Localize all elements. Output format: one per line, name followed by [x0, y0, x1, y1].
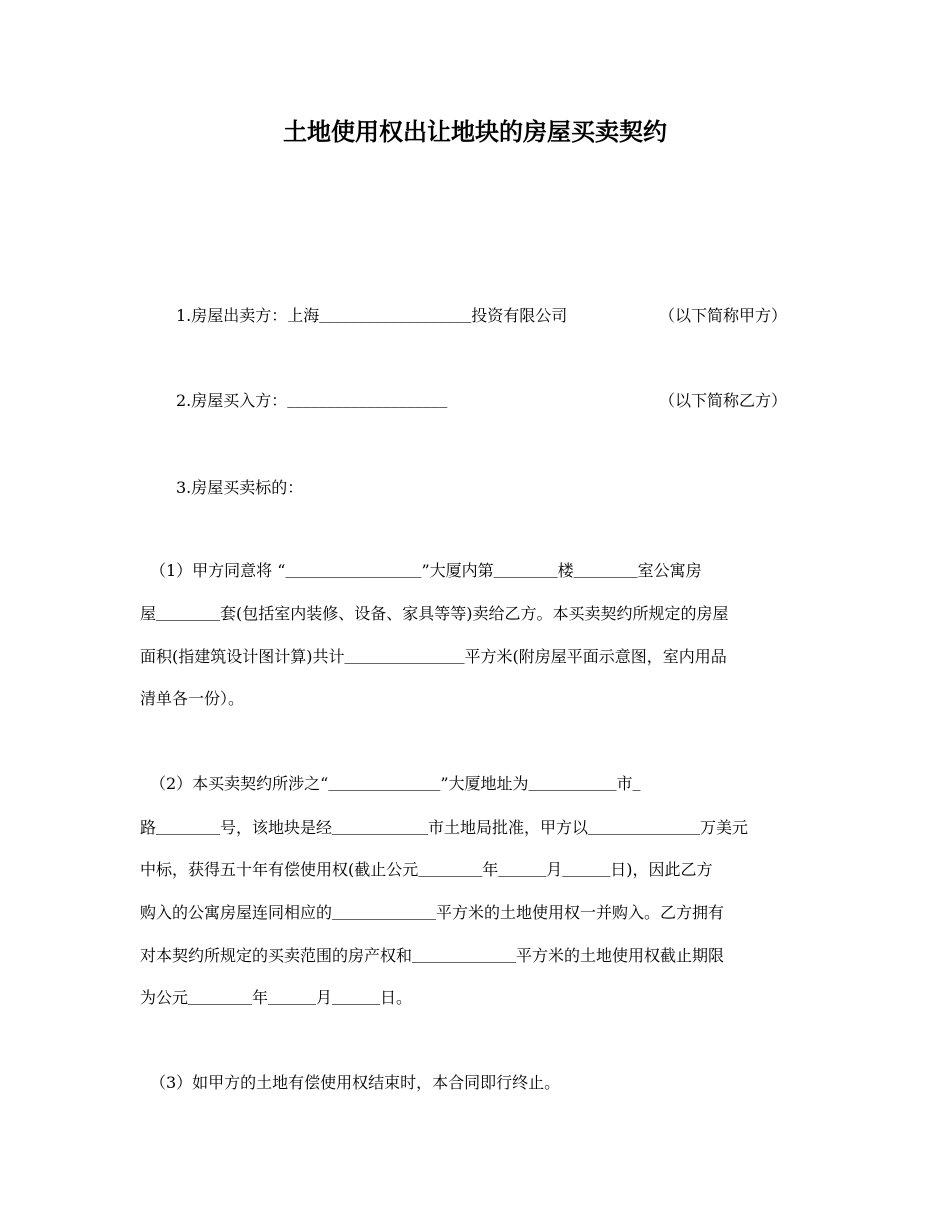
fill-in-blank: ______ [562, 865, 611, 880]
clause-2-line: 中标，获得五十年有偿使用权(截止公元________年______月______日)，因此乙方 [140, 860, 713, 880]
clause-1-line: 清单各一份）。 [140, 689, 245, 708]
document-title: 土地使用权出让地块的房屋买卖契约 [283, 118, 667, 146]
fill-in-blank: _________________ [285, 566, 422, 581]
clause-2-line: 购入的公寓房屋连同相应的_____________平方米的土地使用权一并购入。乙方拥有 [140, 903, 725, 923]
fill-in-blank: ___________ [528, 779, 617, 794]
buyer-line: 2.房屋买入方：____________________ [176, 391, 448, 411]
fill-in-blank: ______________ [328, 779, 441, 794]
fill-in-blank: ________ [418, 865, 483, 880]
fill-in-blank: ______________ [588, 823, 701, 838]
seller-line: 1.房屋出卖方：上海___________________投资有限公司 [176, 306, 568, 326]
clause-1-line: 屋________套(包括室内装修、设备、家具等等)卖给乙方。本买卖契约所规定的房屋 [140, 604, 729, 624]
fill-in-blank: ________ [156, 823, 221, 838]
fill-in-blank: _____________ [412, 951, 516, 966]
fill-in-blank: ________ [573, 566, 638, 581]
fill-in-blank: ________ [493, 566, 558, 581]
fill-in-blank: ________ [156, 609, 221, 624]
fill-in-blank: ________ [188, 993, 253, 1008]
fill-in-blank: ____________ [332, 823, 429, 838]
fill-in-blank: ______ [498, 865, 547, 880]
fill-in-blank: ___________________ [319, 311, 472, 326]
seller-note: （以下简称甲方） [659, 306, 788, 325]
clause-2-line: （2）本买卖契约所涉之“______________”大厦地址为___________市_ [150, 774, 641, 794]
fill-in-blank: _____________ [332, 908, 436, 923]
clause-2-line: 对本契约所规定的买卖范围的房产权和_____________平方米的土地使用权截止期限 [140, 946, 725, 966]
clause-2-line: 路________号，该地块是经____________市土地局批准，甲方以______________万美元 [140, 818, 749, 838]
clause-3-line: （3）如甲方的土地有偿使用权结束时，本合同即行终止。 [150, 1073, 561, 1092]
fill-in-blank: ______ [332, 993, 381, 1008]
fill-in-blank: _______________ [344, 652, 465, 667]
clause-1-line: 面积(指建筑设计图计算)共计_______________平方米(附房屋平面示意图，室内用品 [140, 647, 727, 667]
fill-in-blank: _ [632, 779, 641, 794]
fill-in-blank: ______ [268, 993, 317, 1008]
subject-heading: 3.房屋买卖标的： [176, 478, 304, 497]
clause-1-line: （1）甲方同意将 “_________________”大厦内第________楼________室公寓房 [150, 561, 702, 581]
buyer-note: （以下简称乙方） [659, 391, 788, 410]
clause-2-line: 为公元________年______月______日。 [140, 988, 413, 1008]
fill-in-blank: ____________________ [287, 396, 448, 411]
